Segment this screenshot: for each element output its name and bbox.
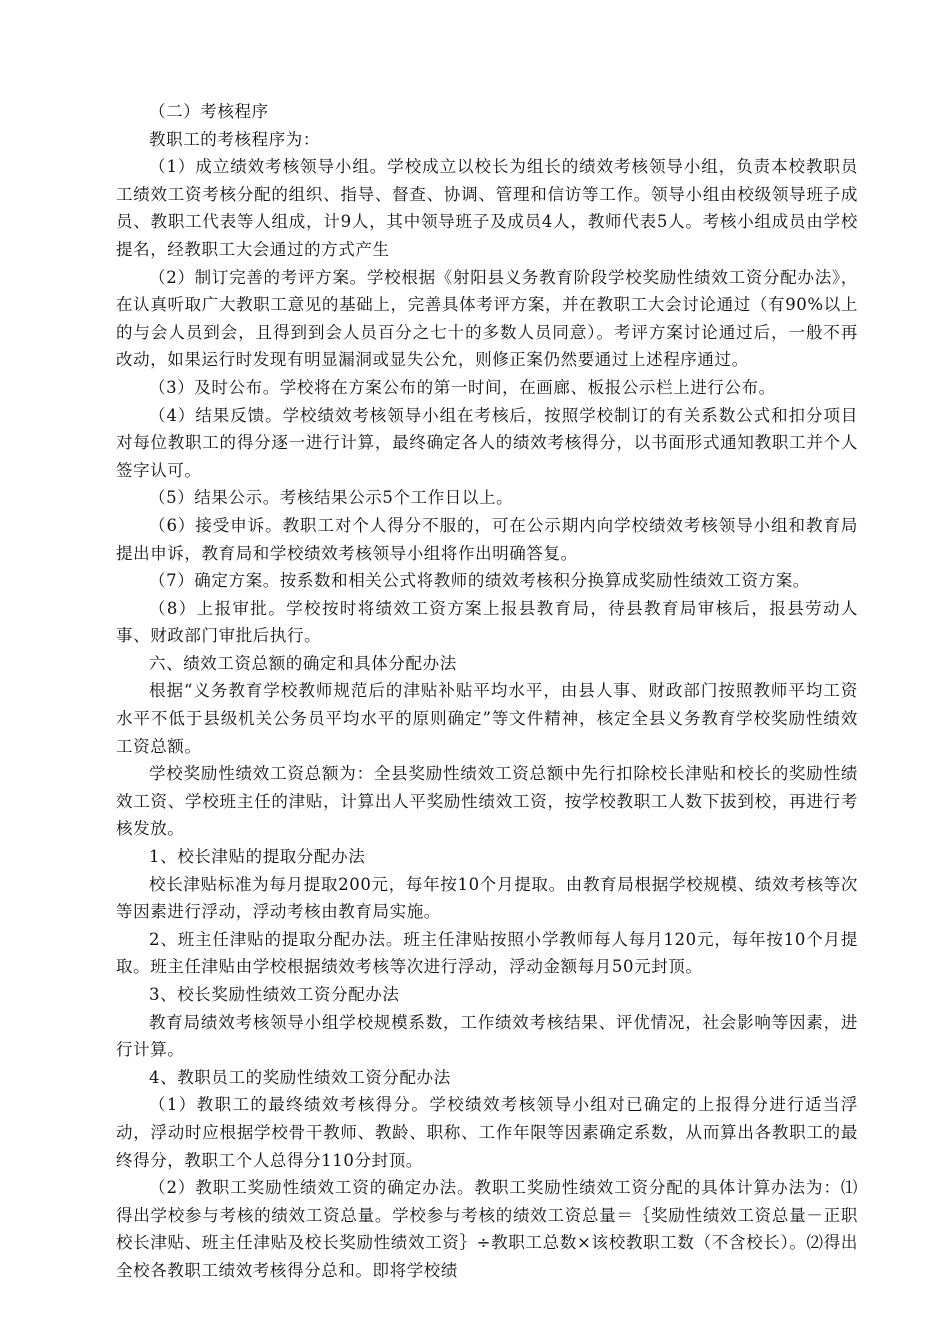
paragraph-procedure-intro: 教职工的考核程序为： bbox=[149, 129, 320, 149]
paragraph-staff-bonus-method: （2）教职工奖励性绩效工资的确定办法。教职工奖励性绩效工资分配的具体计算办法为：⑴得出学校参与考核的绩效工资总量。学校参与考核的绩效工资总量＝｛奖励性绩效工资总量－正职校长津贴、班主任津贴及校长奖励性绩效工资｝÷教职工总数×该校教职工数（不含校长）。⑵得出全校各教职工绩效考核得分总和。即将学校绩 bbox=[116, 1178, 858, 1280]
paragraph-step-4: （4）结果反馈。学校绩效考核领导小组在考核后，按照学校制订的有关系数公式和扣分项目对每位教职工的得分逐一进行计算，最终确定各人的绩效考核得分，以书面形式通知教职工并个人签字认可。 bbox=[116, 405, 858, 480]
subheading-principal-bonus: 3、校长奖励性绩效工资分配办法 bbox=[149, 985, 400, 1004]
paragraph-step-3: （3）及时公布。学校将在方案公布的第一时间，在画廊、板报公示栏上进行公布。 bbox=[149, 377, 776, 397]
subheading-staff-bonus: 4、教职员工的奖励性绩效工资分配办法 bbox=[149, 1067, 451, 1087]
paragraph-step-8: （8）上报审批。学校按时将绩效工资方案上报县教育局，待县教育局审核后，报县劳动人事、财政部门审批后执行。 bbox=[116, 598, 858, 646]
paragraph-principal-bonus: 教育局绩效考核领导小组学校规模系数，工作绩效考核结果、评优情况，社会影响等因素，进行计算。 bbox=[116, 1012, 858, 1060]
paragraph-school-total: 学校奖励性绩效工资总额为：全县奖励性绩效工资总额中先行扣除校长津贴和校长的奖励性绩效工资、学校班主任的津贴，计算出人平奖励性绩效工资，按学校教职工人数下拔到校，再进行考核发放。 bbox=[116, 764, 858, 839]
section-heading-assessment-procedure: （二）考核程序 bbox=[149, 102, 269, 121]
paragraph-step-6: （6）接受申诉。教职工对个人得分不服的，可在公示期内向学校绩效考核领导小组和教育局提出申诉，教育局和学校绩效考核领导小组将作出明确答复。 bbox=[116, 515, 858, 563]
paragraph-staff-final-score: （1）教职工的最终绩效考核得分。学校绩效考核领导小组对已确定的上报得分进行适当浮动，浮动时应根据学校骨干教师、教龄、职称、工作年限等因素确定系数，从而算出各教职工的最终得分，教职工个人总得分110分封顶。 bbox=[116, 1095, 858, 1170]
paragraph-step-1: （1）成立绩效考核领导小组。学校成立以校长为组长的绩效考核领导小组，负责本校教职员工绩效工资考核分配的组织、指导、督查、协调、管理和信访等工作。领导小组由校级领导班子成员、教职工代表等人组成，计9人，其中领导班子及成员4人，教师代表5人。考核小组成员由学校提名，经教职工大会通过的方式产生 bbox=[116, 157, 858, 259]
paragraph-step-2: （2）制订完善的考评方案。学校根据《射阳县义务教育阶段学校奖励性绩效工资分配办法》，在认真听取广大教职工意见的基础上，完善具体考评方案，并在教职工大会讨论通过（有90%以上的与会人员到会，且得到到会人员百分之七十的多数人员同意）。考评方案讨论通过后，一般不再改动，如果运行时发现有明显漏洞或显失公允，则修正案仍然要通过上述程序通过。 bbox=[116, 267, 858, 370]
section-heading-six: 六、绩效工资总额的确定和具体分配办法 bbox=[149, 653, 457, 673]
paragraph-step-7: （7）确定方案。按系数和相关公式将教师的绩效考核积分换算成奖励性绩效工资方案。 bbox=[149, 571, 810, 591]
subheading-principal-allowance: 1、校长津贴的提取分配办法 bbox=[149, 847, 366, 867]
paragraph-total-basis: 根据“义务教育学校教师规范后的津贴补贴平均水平，由县人事、财政部门按照教师平均工资水平不低于县级机关公务员平均水平的原则确定”等文件精神，核定全县义务教育学校奖励性绩效工资总额。 bbox=[116, 681, 858, 756]
paragraph-step-5: （5）结果公示。考核结果公示5个工作日以上。 bbox=[149, 488, 514, 508]
paragraph-principal-allowance: 校长津贴标准为每月提取200元，每年按10个月提取。由教育局根据学校规模、绩效考核等次等因素进行浮动，浮动考核由教育局实施。 bbox=[116, 874, 858, 922]
paragraph-head-teacher-allowance: 2、班主任津贴的提取分配办法。班主任津贴按照小学教师每人每月120元，每年按10个月提取。班主任津贴由学校根据绩效考核等次进行浮动，浮动金额每月50元封顶。 bbox=[116, 929, 858, 977]
